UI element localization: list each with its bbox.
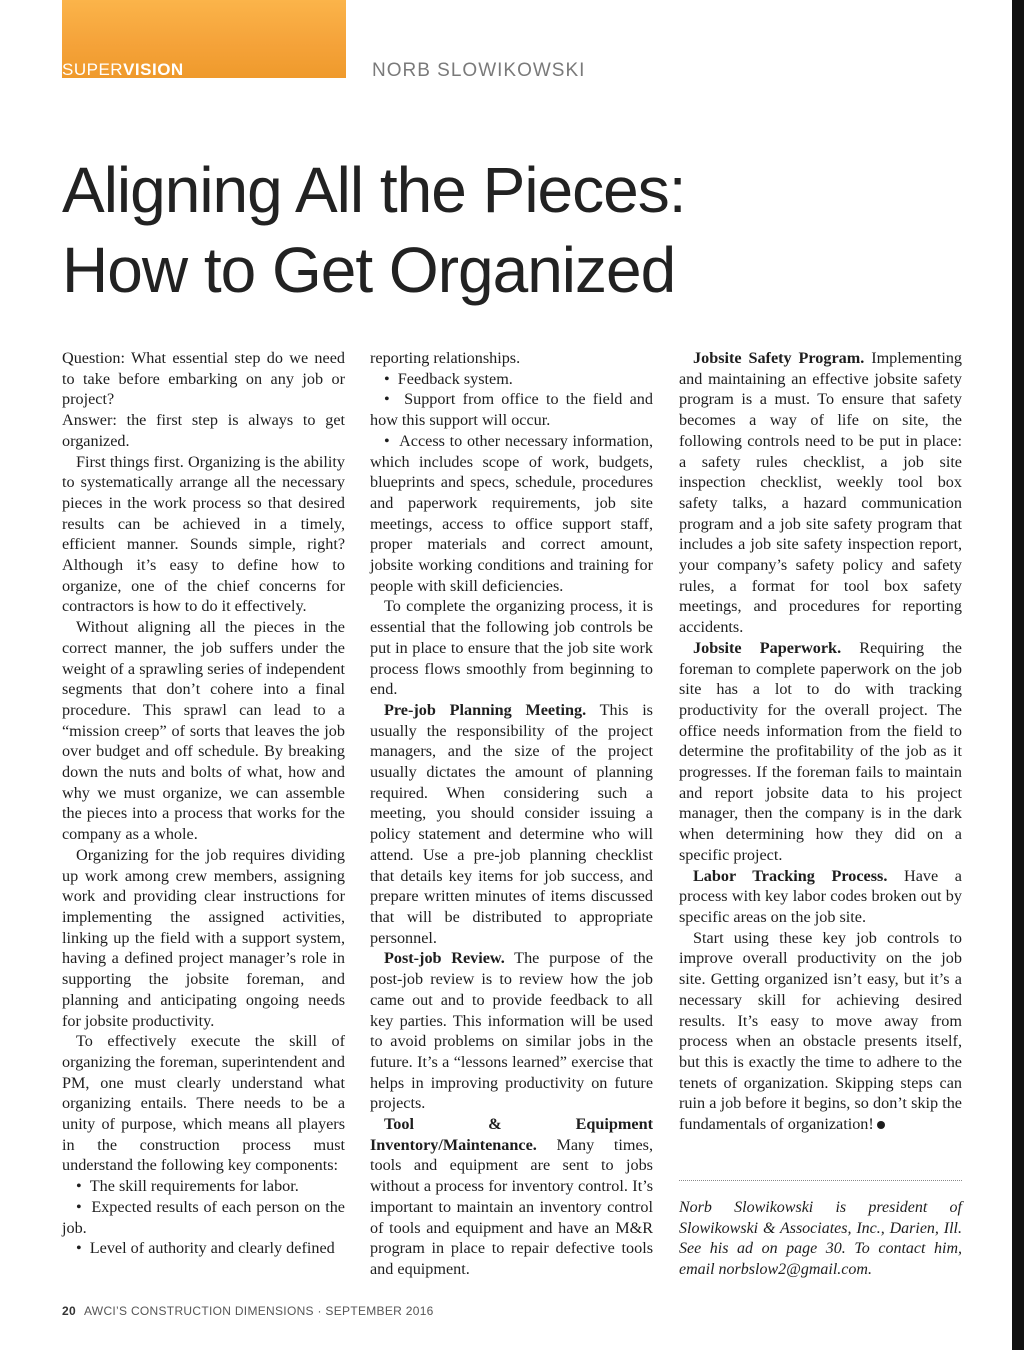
bullet-item: • Access to other necessary information, which includes scope of work, budgets, blueprints and specs, schedule, procedures and paperwork requirements, job site meetings, access to office support staff, proper materials and correct amount, jobsite working conditions and training for people with skill deficiencies. (370, 431, 653, 597)
subsection-paragraph (370, 948, 653, 1114)
subsection-paragraph (679, 638, 962, 866)
subsection-text: Have a process with key labor codes broken out by specific areas on the job site. (679, 866, 962, 926)
subsection-paragraph (679, 866, 962, 928)
body-paragraph: First things first. Organizing is the ability to systematically arrange all the necessary pieces in the work process so that desired results can be achieved in a timely, efficient manner. Sounds simple, right? Although it’s easy to define how to organize, one of the chief concerns for contractors is how to do it effectively. (62, 452, 345, 616)
section-label (62, 60, 184, 80)
page-footer (62, 1304, 434, 1318)
bio-divider (679, 1180, 962, 1181)
body-paragraph: To effectively execute the skill of organizing the foreman, superintendent and PM, one must clearly understand what organizing entails. There needs to be a unity of purpose, which means all players in the construction process must understand the following key components: (62, 1032, 345, 1175)
subsection-heading: Jobsite Safety Program. (693, 349, 865, 367)
bullet-item: • Expected results of each person on the job. (62, 1197, 345, 1238)
column-1 (62, 348, 345, 1259)
column-3 (679, 348, 962, 1135)
bullet-item: • Feedback system. (370, 369, 653, 390)
bullet-item: • Level of authority and clearly defined (62, 1238, 345, 1259)
subsection-heading: Tool & Equipment Inventory/Maintenance. (370, 1115, 653, 1154)
subsection-paragraph (370, 1114, 653, 1280)
body-paragraph: Without aligning all the pieces in the correct manner, the job suffers under the weight of a sprawling series of independent segments that don’t cohere into a final procedure. This sprawl can lead to a “mission creep” of sorts that leaves the job over budget and off schedule. By breaking down the nuts and bolts of what, how and why we must organize, we can assemble the pieces into a process that works for the company as a whole. (62, 618, 345, 844)
subsection-heading: Pre-job Planning Meeting. (384, 700, 587, 719)
page-number: 20 (62, 1304, 76, 1318)
bullet-continuation: reporting relationships. (370, 349, 521, 367)
subsection-paragraph (370, 700, 653, 948)
bullet-item: • Support from office to the field and how this support will occur. (370, 389, 653, 430)
subsection-paragraph (679, 348, 962, 638)
author-bio: Norb Slowikowski is president of Slowikowski & Associates, Inc., Darien, Ill. See his ad on page 30. To contact him, email norbslow2@gmail.com. (679, 1199, 962, 1279)
subsection-text: This is usually the responsibility of the project managers, and the size of the project usually dictates the amount of planning required. When considering such a meeting, you should consider issuing a policy statement and determine who will attend. Use a pre-job planning checklist that details key items for job success, and prepare written minutes of items discussed that will be distributed to appropriate personnel. (370, 700, 653, 947)
column-2 (370, 348, 653, 1280)
title-line-1: Aligning All the Pieces: (62, 154, 686, 226)
subsection-heading: Labor Tracking Process. (693, 866, 888, 885)
subsection-heading: Post-job Review. (384, 949, 505, 968)
subsection-heading: Jobsite Paperwork. (693, 638, 842, 657)
closing-text: Start using these key job controls to improve overall productivity on the job site. Getting organized isn’t easy, but it’s a necessary skill for achieving desired results. It’s easy to move away from process when an obstacle presents itself, but this is exactly the time to adhere to the tenets of organization. Skipping steps can ruin a job before it begins, so don’t skip the fundamentals of organization! (679, 928, 962, 1134)
body-paragraph: Organizing for the job requires dividing up work among crew members, assigning work and providing clear instructions for implementing the assigned activities, linking up the field with a support system, having a defined project manager’s role in supporting the jobsite foreman, and planning and anticipating ongoing needs for jobsite productivity. (62, 845, 345, 1030)
answer-paragraph: Answer: the first step is always to get organized. (62, 411, 345, 450)
page-edge-bar (1012, 0, 1024, 1350)
body-paragraph: To complete the organizing process, it is essential that the following job controls be put in place to ensure that the job site work process flows smoothly from beginning to end. (370, 597, 653, 699)
title-line-2: How to Get Organized (62, 234, 676, 306)
publication-line: AWCI’S CONSTRUCTION DIMENSIONS · SEPTEMBER 2016 (83, 1304, 434, 1318)
subsection-text: Many times, tools and equipment are sent to jobs without a process for inventory control. It’s important to maintain an inventory control of tools and equipment and have an M&R program in place to repair defective tools and equipment. (370, 1135, 653, 1278)
section-label-bold: VISION (123, 60, 184, 79)
header-author: NORB SLOWIKOWSKI (372, 60, 586, 81)
closing-paragraph (679, 928, 962, 1135)
question-paragraph: Question: What essential step do we need to take before embarking on any job or project? (62, 349, 345, 409)
subsection-text: Requiring the foreman to complete paperwork on the job site has a lot to do with tracking productivity for the overall project. The office needs information from the field to determine the profitability of the job as it progresses. If the foreman fails to maintain and report jobsite data to his project manager, then the company is in the dark when determining how they did on a specific project. (679, 638, 962, 864)
article-title (62, 150, 962, 310)
section-label-light: SUPER (62, 60, 124, 79)
subsection-text: Implementing and maintaining an effective jobsite safety program is a must. To ensure that safety becomes a way of life on site, the following controls need to be put in place: a safety rules checklist, a job site inspection checklist, weekly tool box safety talks, a hazard communication program and a job site safety program that includes a job site safety inspection report, your company’s safety policy and safety rules, a format for tool box safety meetings, and procedures for reporting accidents. (679, 349, 963, 637)
subsection-text: The purpose of the post-job review is to review how the job came out and to provide feedback to all key parties. This information will be used to avoid problems on similar jobs in the future. It’s a “lessons learned” exercise that helps in improving productivity on future projects. (370, 949, 653, 1113)
bullet-item: • The skill requirements for labor. (62, 1176, 345, 1197)
end-mark-icon (877, 1121, 885, 1129)
